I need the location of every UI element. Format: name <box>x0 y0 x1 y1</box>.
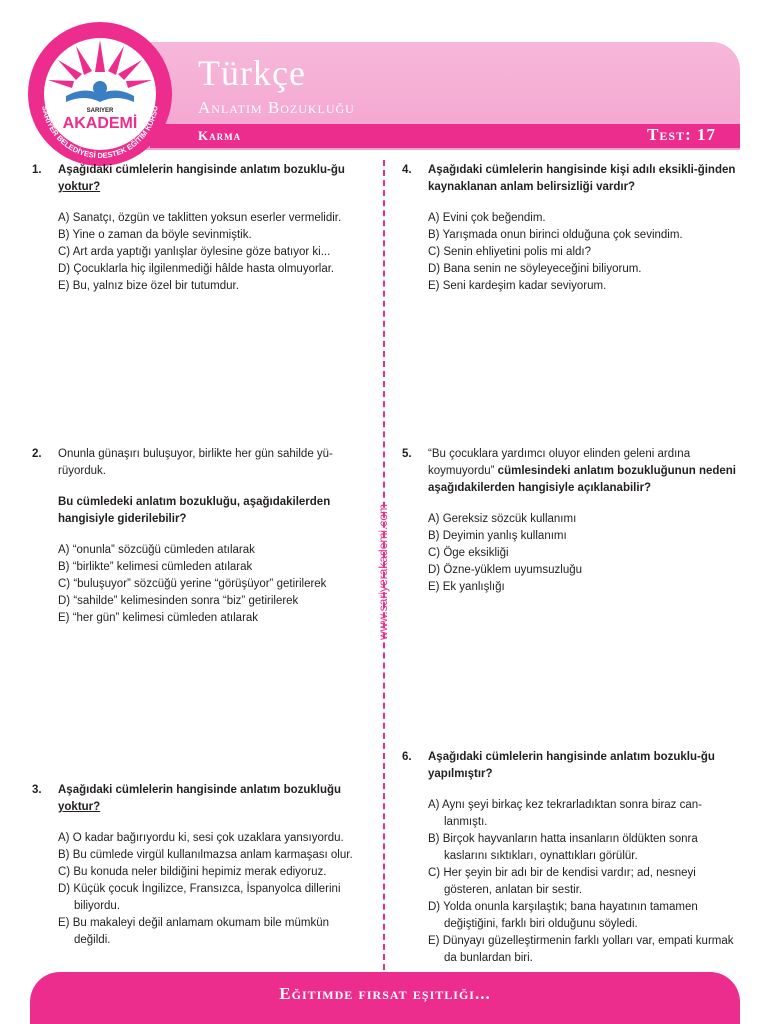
question-intro: Onunla günaşırı buluşuyor, birlikte her gün sahilde yü-rüyorduk. <box>58 448 333 477</box>
question-number: 5. <box>402 448 412 460</box>
option-e: E) Bu makaleyi değil anlamam okumam bile mümkün değildi. <box>58 917 329 946</box>
option-a: A) O kadar bağırıyordu ki, sesi çok uzaklara yansıyordu. <box>58 832 344 844</box>
option-b: B) Bu cümlede virgül kullanılmazsa anlam karmaşası olur. <box>58 849 353 861</box>
option-d: D) Küçük çocuk İngilizce, Fransızca, İspanyolca dillerini biliyordu. <box>58 883 341 912</box>
question-stem: Aşağıdaki cümlelerin hangisinde anlatım bozuklu-ğu yapılmıştır? <box>428 751 715 780</box>
question-1 <box>32 162 364 295</box>
option-c: C) Her şeyin bir adı bir de kendisi vardır; ad, nesneyi gösteren, anlatan bir sestir. <box>428 867 696 896</box>
option-e: E) Seni kardeşim kadar seviyorum. <box>428 280 607 292</box>
option-d: D) Çocuklarla hiç ilgilenmediği hâlde hasta olmuyorlar. <box>58 263 335 275</box>
option-c: C) “buluşuyor” sözcüğü yerine “görüşüyor” getirilerek <box>58 578 327 590</box>
option-b: B) Deyimin yanlış kullanımı <box>428 530 567 542</box>
logo-small-text: SARIYER <box>86 108 114 114</box>
question-number: 3. <box>32 784 42 796</box>
option-e: E) Bu, yalnız bize özel bir tutumdur. <box>58 280 239 292</box>
question-stem: “Bu çocuklara yardımcı oluyor elinden geleni ardına koymuyordu” cümlesindeki anlatım bozukluğunun nedeni aşağıdakilerden hangisiyle açıklanabilir? <box>428 448 737 494</box>
topic-title: Anlatım Bozukluğu <box>198 98 355 117</box>
option-c: C) Öge eksikliği <box>428 547 509 559</box>
option-e: E) “her gün” kelimesi cümleden atılarak <box>58 612 259 624</box>
option-d: D) “sahilde” kelimesinden sonra “biz” getirilerek <box>58 595 299 607</box>
question-6 <box>402 749 736 967</box>
option-b: B) “birlikte” kelimesi cümleden atılarak <box>58 561 253 573</box>
option-a: A) Evini çok beğendim. <box>428 212 546 224</box>
logo-ring-text: SARIYER BELEDİYESİ DESTEK EĞİTİM KURSU <box>40 105 160 160</box>
section-label: Karma <box>198 128 242 143</box>
option-a: A) Gereksiz sözcük kullanımı <box>428 513 577 525</box>
option-c: C) Senin ehliyetini polis mi aldı? <box>428 246 591 258</box>
option-d: D) Bana senin ne söyleyeceğini biliyorum. <box>428 263 642 275</box>
option-d: D) Yolda onunla karşılaştık; bana hayatının tamamen değiştiğini, farklı biri olduğunu söyledi. <box>428 901 698 930</box>
question-2 <box>32 446 364 627</box>
question-stem: Aşağıdaki cümlelerin hangisinde anlatım bozuklu-ğu yoktur? <box>58 164 345 193</box>
question-stem: Aşağıdaki cümlelerin hangisinde anlatım bozukluğu yoktur? <box>58 784 342 813</box>
question-number: 4. <box>402 164 412 176</box>
logo-brand: AKADEMİ <box>62 115 138 132</box>
option-a: A) Sanatçı, özgün ve taklitten yoksun eserler vermelidir. <box>58 212 342 224</box>
logo <box>26 20 174 168</box>
question-3 <box>32 782 364 949</box>
option-d: D) Özne-yüklem uyumsuzluğu <box>428 564 583 576</box>
question-stem: Aşağıdaki cümlelerin hangisinde kişi adılı eksikli-ğinden kaynaklanan anlam belirsizliği vardır? <box>428 164 736 193</box>
option-e: E) Dünyayı güzelleştirmenin farklı yolları var, empati kurmak da bunlardan biri. <box>428 935 734 964</box>
option-c: C) Bu konuda neler bildiğini hepimiz merak ediyoruz. <box>58 866 327 878</box>
option-c: C) Art arda yaptığı yanlışlar öylesine göze batıyor ki... <box>58 246 331 258</box>
question-stem: Bu cümledeki anlatım bozukluğu, aşağıdakilerden hangisiyle giderilebilir? <box>58 496 331 525</box>
website-url: www.sariyerakademi.com <box>376 503 390 640</box>
question-number: 2. <box>32 448 42 460</box>
question-number: 6. <box>402 751 412 763</box>
subject-title: Türkçe <box>198 53 306 93</box>
test-number: Test: 17 <box>647 125 716 144</box>
question-4 <box>402 162 736 295</box>
footer-band <box>30 972 740 1024</box>
option-b: B) Birçok hayvanların hatta insanların öldükten sonra kaslarını sıktıkları, oynattıkları görülür. <box>428 833 698 862</box>
option-b: B) Yarışmada onun birinci olduğuna çok sevindim. <box>428 229 683 241</box>
option-a: A) Aynı şeyi birkaç kez tekrarladıktan sonra biraz can-lanmıştı. <box>428 799 702 828</box>
question-5 <box>402 446 736 596</box>
option-b: B) Yine o zaman da böyle sevinmiştik. <box>58 229 252 241</box>
option-e: E) Ek yanlışlığı <box>428 581 505 593</box>
footer-slogan: Eğitimde fırsat eşitliği... <box>279 984 491 1003</box>
option-a: A) “onunla” sözcüğü cümleden atılarak <box>58 544 255 556</box>
question-number: 1. <box>32 164 42 176</box>
